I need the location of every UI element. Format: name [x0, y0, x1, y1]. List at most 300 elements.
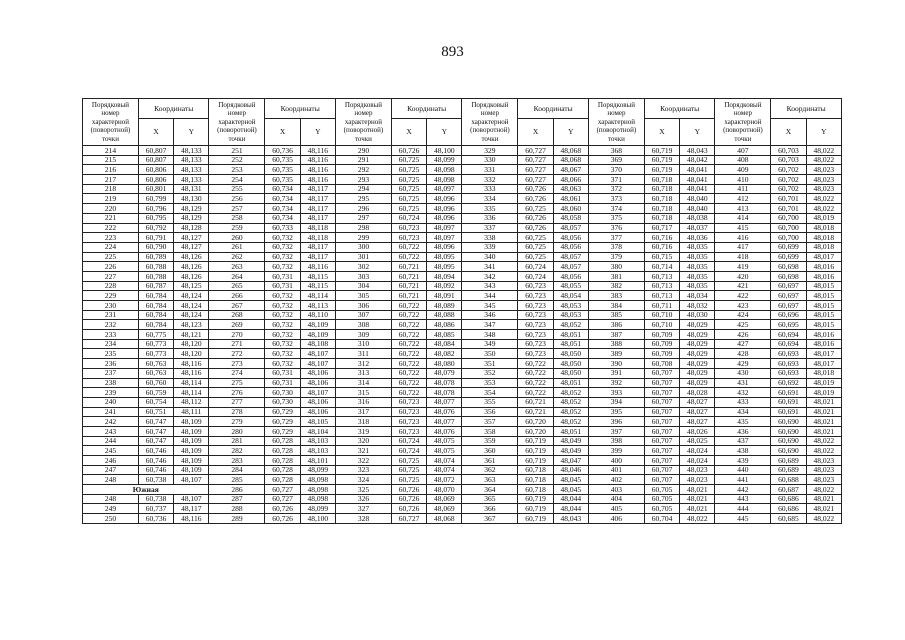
coord-x: 60,723: [518, 301, 553, 311]
header-x: X: [644, 119, 679, 146]
coord-x: 60,731: [265, 368, 300, 378]
point-number: 237: [83, 368, 139, 378]
coord-y: 48,099: [300, 504, 335, 514]
coord-y: 48,022: [806, 446, 841, 456]
point-number: 309: [335, 330, 391, 340]
coord-y: 48,021: [680, 485, 715, 495]
coord-y: 48,056: [553, 271, 588, 281]
point-number: 390: [588, 359, 644, 369]
point-number: 424: [715, 310, 771, 320]
point-number: 317: [335, 407, 391, 417]
table-row: [83, 388, 842, 398]
coord-y: 48,096: [427, 194, 462, 204]
coord-y: 48,124: [174, 291, 209, 301]
point-number: 434: [715, 407, 771, 417]
coord-x: 60,729: [265, 407, 300, 417]
coord-y: 48,128: [174, 223, 209, 233]
coord-y: 48,018: [806, 233, 841, 243]
coord-y: 48,097: [427, 233, 462, 243]
point-number: 336: [462, 213, 518, 223]
header-coordinates: Координаты: [771, 99, 842, 119]
coord-x: 60,707: [644, 388, 679, 398]
point-number: 308: [335, 320, 391, 330]
coord-y: 48,114: [174, 388, 209, 398]
coord-y: 48,029: [680, 359, 715, 369]
coord-y: 48,116: [174, 368, 209, 378]
point-number: 276: [209, 388, 265, 398]
coord-x: 60,721: [391, 271, 426, 281]
point-number: 242: [83, 417, 139, 427]
coord-y: 48,118: [300, 233, 335, 243]
coord-x: 60,700: [771, 213, 806, 223]
coord-x: 60,724: [391, 436, 426, 446]
coord-y: 48,069: [427, 504, 462, 514]
coord-y: 48,040: [680, 204, 715, 214]
point-number: 319: [335, 426, 391, 436]
coord-y: 48,107: [300, 349, 335, 359]
coord-y: 48,097: [427, 184, 462, 194]
coord-y: 48,133: [174, 175, 209, 185]
point-number: 363: [462, 475, 518, 485]
coord-y: 48,015: [806, 281, 841, 291]
coord-y: 48,133: [174, 146, 209, 156]
point-number: 377: [588, 233, 644, 243]
coord-y: 48,022: [806, 514, 841, 524]
point-number: 249: [83, 504, 139, 514]
point-number: 307: [335, 310, 391, 320]
point-number: 226: [83, 262, 139, 272]
coord-y: 48,107: [174, 494, 209, 504]
coord-x: 60,732: [265, 262, 300, 272]
coord-x: 60,729: [265, 426, 300, 436]
coord-y: 48,109: [174, 417, 209, 427]
point-number: 432: [715, 388, 771, 398]
coord-x: 60,692: [771, 378, 806, 388]
coord-x: 60,705: [644, 485, 679, 495]
coord-y: 48,041: [680, 165, 715, 175]
coord-y: 48,088: [427, 310, 462, 320]
point-number: 421: [715, 281, 771, 291]
point-number: 314: [335, 378, 391, 388]
coord-y: 48,017: [806, 252, 841, 262]
point-number: 231: [83, 310, 139, 320]
coord-x: 60,726: [265, 514, 300, 524]
coord-y: 48,106: [300, 368, 335, 378]
coord-x: 60,735: [265, 165, 300, 175]
coord-x: 60,703: [771, 155, 806, 165]
coord-x: 60,688: [771, 475, 806, 485]
point-number: 281: [209, 436, 265, 446]
coord-x: 60,718: [518, 465, 553, 475]
coord-y: 48,131: [174, 184, 209, 194]
coord-y: 48,047: [553, 456, 588, 466]
coord-x: 60,759: [138, 388, 173, 398]
coord-y: 48,121: [174, 330, 209, 340]
coord-x: 60,714: [644, 262, 679, 272]
coord-y: 48,016: [806, 262, 841, 272]
point-number: 402: [588, 475, 644, 485]
coord-y: 48,133: [174, 155, 209, 165]
coord-y: 48,100: [427, 146, 462, 156]
point-number: 279: [209, 417, 265, 427]
coord-y: 48,051: [553, 378, 588, 388]
coord-y: 48,022: [806, 204, 841, 214]
point-number: 328: [335, 514, 391, 524]
point-number: 278: [209, 407, 265, 417]
coord-y: 48,021: [680, 494, 715, 504]
coord-x: 60,726: [518, 184, 553, 194]
point-number: 267: [209, 301, 265, 311]
coord-x: 60,806: [138, 165, 173, 175]
point-number: 391: [588, 368, 644, 378]
coord-x: 60,790: [138, 242, 173, 252]
table-row: [83, 349, 842, 359]
coord-y: 48,022: [806, 485, 841, 495]
coord-x: 60,704: [644, 514, 679, 524]
coord-y: 48,098: [300, 475, 335, 485]
coord-y: 48,052: [553, 417, 588, 427]
header-x: X: [391, 119, 426, 146]
coord-y: 48,040: [680, 194, 715, 204]
point-number: 260: [209, 233, 265, 243]
coord-y: 48,021: [806, 494, 841, 504]
point-number: 323: [335, 465, 391, 475]
point-number: 375: [588, 213, 644, 223]
point-number: 273: [209, 359, 265, 369]
coord-x: 60,784: [138, 301, 173, 311]
coord-x: 60,728: [265, 475, 300, 485]
coord-y: 48,117: [300, 213, 335, 223]
coord-x: 60,719: [518, 494, 553, 504]
point-number: 337: [462, 223, 518, 233]
coord-y: 48,078: [427, 378, 462, 388]
point-number: 285: [209, 475, 265, 485]
coord-x: 60,718: [644, 213, 679, 223]
point-number: 266: [209, 291, 265, 301]
coord-y: 48,107: [300, 359, 335, 369]
point-number: 373: [588, 194, 644, 204]
coord-y: 48,095: [427, 252, 462, 262]
point-number: 334: [462, 194, 518, 204]
coord-y: 48,114: [174, 378, 209, 388]
coord-x: 60,723: [518, 320, 553, 330]
coord-y: 48,117: [300, 252, 335, 262]
coord-y: 48,042: [680, 155, 715, 165]
coord-x: 60,697: [771, 281, 806, 291]
coord-y: 48,049: [553, 436, 588, 446]
coord-x: 60,719: [644, 165, 679, 175]
coord-y: 48,056: [553, 242, 588, 252]
coord-x: 60,730: [265, 397, 300, 407]
point-number: 230: [83, 301, 139, 311]
coord-x: 60,792: [138, 223, 173, 233]
point-number: 335: [462, 204, 518, 214]
point-number: 413: [715, 204, 771, 214]
point-number: 284: [209, 465, 265, 475]
coord-x: 60,728: [265, 446, 300, 456]
coord-y: 48,074: [427, 465, 462, 475]
point-number: 422: [715, 291, 771, 301]
point-number: 445: [715, 514, 771, 524]
coord-y: 48,074: [427, 456, 462, 466]
point-number: 359: [462, 436, 518, 446]
coord-x: 60,723: [518, 330, 553, 340]
coord-y: 48,050: [553, 349, 588, 359]
coord-y: 48,055: [553, 281, 588, 291]
coord-x: 60,747: [138, 436, 173, 446]
coord-x: 60,709: [644, 339, 679, 349]
coord-y: 48,035: [680, 242, 715, 252]
point-number: 415: [715, 223, 771, 233]
table-row: [83, 301, 842, 311]
point-number: 251: [209, 146, 265, 156]
coord-x: 60,727: [518, 155, 553, 165]
coord-y: 48,035: [680, 281, 715, 291]
point-number: 438: [715, 446, 771, 456]
point-number: 229: [83, 291, 139, 301]
coord-y: 48,129: [174, 213, 209, 223]
point-number: 437: [715, 436, 771, 446]
coord-x: 60,719: [644, 155, 679, 165]
point-number: 418: [715, 252, 771, 262]
coord-x: 60,707: [644, 456, 679, 466]
coord-x: 60,701: [771, 194, 806, 204]
point-number: 332: [462, 175, 518, 185]
table-row: [83, 155, 842, 165]
coord-x: 60,806: [138, 175, 173, 185]
coord-y: 48,109: [300, 320, 335, 330]
coord-y: 48,026: [680, 426, 715, 436]
coord-x: 60,723: [391, 426, 426, 436]
point-number: 341: [462, 262, 518, 272]
point-number: 264: [209, 271, 265, 281]
point-number: 227: [83, 271, 139, 281]
point-number: 386: [588, 320, 644, 330]
coord-y: 48,076: [427, 426, 462, 436]
coord-x: 60,707: [644, 436, 679, 446]
coord-y: 48,038: [680, 213, 715, 223]
coord-y: 48,092: [427, 281, 462, 291]
coord-x: 60,722: [518, 388, 553, 398]
coord-y: 48,098: [300, 485, 335, 495]
point-number: 253: [209, 165, 265, 175]
coord-x: 60,747: [138, 417, 173, 427]
table-row: [83, 436, 842, 446]
table-row: [83, 514, 842, 524]
coord-y: 48,049: [553, 446, 588, 456]
coord-x: 60,724: [518, 262, 553, 272]
point-number: 385: [588, 310, 644, 320]
coord-x: 60,722: [518, 359, 553, 369]
point-number: 300: [335, 242, 391, 252]
coord-x: 60,773: [138, 339, 173, 349]
coord-y: 48,028: [680, 388, 715, 398]
table-row: [83, 271, 842, 281]
coord-y: 48,107: [300, 388, 335, 398]
point-number: 310: [335, 339, 391, 349]
coord-y: 48,109: [174, 465, 209, 475]
coord-x: 60,719: [518, 446, 553, 456]
coord-y: 48,075: [427, 446, 462, 456]
coord-x: 60,707: [644, 426, 679, 436]
coord-x: 60,726: [518, 213, 553, 223]
coord-y: 48,116: [300, 175, 335, 185]
coord-y: 48,117: [300, 194, 335, 204]
coord-x: 60,734: [265, 184, 300, 194]
table-row: [83, 310, 842, 320]
coord-y: 48,104: [300, 426, 335, 436]
point-number: 406: [588, 514, 644, 524]
coord-x: 60,707: [644, 446, 679, 456]
table-row: [83, 252, 842, 262]
point-number: 409: [715, 165, 771, 175]
coord-x: 60,691: [771, 407, 806, 417]
coord-y: 48,051: [553, 426, 588, 436]
coord-y: 48,109: [174, 426, 209, 436]
coord-x: 60,723: [391, 397, 426, 407]
coord-x: 60,719: [518, 504, 553, 514]
coord-y: 48,035: [680, 252, 715, 262]
coord-x: 60,723: [518, 310, 553, 320]
point-number: 247: [83, 465, 139, 475]
point-number: 305: [335, 291, 391, 301]
coord-x: 60,702: [771, 165, 806, 175]
coord-x: 60,719: [518, 436, 553, 446]
coord-y: 48,109: [174, 446, 209, 456]
coord-y: 48,103: [300, 446, 335, 456]
coord-y: 48,096: [427, 213, 462, 223]
coord-x: 60,807: [138, 155, 173, 165]
coord-y: 48,023: [680, 465, 715, 475]
point-number: 282: [209, 446, 265, 456]
coord-x: 60,725: [391, 475, 426, 485]
coord-x: 60,725: [518, 204, 553, 214]
point-number: 419: [715, 262, 771, 272]
coord-y: 48,052: [553, 388, 588, 398]
point-number: 283: [209, 456, 265, 466]
point-number: 411: [715, 184, 771, 194]
coord-x: 60,726: [518, 194, 553, 204]
coord-x: 60,719: [518, 456, 553, 466]
coord-y: 48,067: [553, 165, 588, 175]
coord-y: 48,058: [553, 213, 588, 223]
coord-x: 60,722: [391, 301, 426, 311]
coord-x: 60,722: [391, 388, 426, 398]
point-number: 393: [588, 388, 644, 398]
point-number: 358: [462, 426, 518, 436]
point-number: 444: [715, 504, 771, 514]
coord-x: 60,690: [771, 417, 806, 427]
header-x: X: [138, 119, 173, 146]
coord-y: 48,091: [427, 291, 462, 301]
coord-x: 60,722: [391, 359, 426, 369]
coord-y: 48,110: [300, 310, 335, 320]
coord-x: 60,695: [771, 320, 806, 330]
point-number: 312: [335, 359, 391, 369]
point-number: 280: [209, 426, 265, 436]
coord-y: 48,036: [680, 233, 715, 243]
point-number: 301: [335, 252, 391, 262]
point-number: 416: [715, 233, 771, 243]
coord-y: 48,127: [174, 242, 209, 252]
point-number: 333: [462, 184, 518, 194]
coord-x: 60,722: [391, 320, 426, 330]
coord-x: 60,722: [391, 242, 426, 252]
point-number: 286: [209, 485, 265, 495]
coord-x: 60,707: [644, 397, 679, 407]
point-number: 352: [462, 368, 518, 378]
coord-x: 60,690: [771, 446, 806, 456]
point-number: 270: [209, 330, 265, 340]
coord-x: 60,727: [518, 165, 553, 175]
coord-x: 60,735: [265, 155, 300, 165]
coord-y: 48,043: [680, 146, 715, 156]
coord-x: 60,722: [391, 330, 426, 340]
coord-x: 60,725: [391, 155, 426, 165]
coord-x: 60,725: [518, 252, 553, 262]
point-number: 349: [462, 339, 518, 349]
coord-x: 60,699: [771, 252, 806, 262]
table-row: [83, 426, 842, 436]
point-number: 327: [335, 504, 391, 514]
coord-y: 48,120: [174, 339, 209, 349]
coord-y: 48,044: [553, 494, 588, 504]
coord-x: 60,728: [265, 456, 300, 466]
table-row: [83, 339, 842, 349]
coord-y: 48,096: [427, 204, 462, 214]
coord-x: 60,718: [644, 194, 679, 204]
point-number: 433: [715, 397, 771, 407]
point-number: 329: [462, 146, 518, 156]
coord-x: 60,788: [138, 271, 173, 281]
point-number: 417: [715, 242, 771, 252]
point-number: 225: [83, 252, 139, 262]
coord-y: 48,019: [806, 213, 841, 223]
point-number: 343: [462, 281, 518, 291]
header-y: Y: [174, 119, 209, 146]
coord-y: 48,077: [427, 397, 462, 407]
coord-x: 60,737: [138, 504, 173, 514]
point-number: 235: [83, 349, 139, 359]
point-number: 219: [83, 194, 139, 204]
coord-x: 60,718: [644, 184, 679, 194]
coord-x: 60,727: [265, 494, 300, 504]
coord-x: 60,709: [644, 330, 679, 340]
coord-x: 60,733: [265, 223, 300, 233]
coord-y: 48,124: [174, 310, 209, 320]
coord-x: 60,718: [518, 485, 553, 495]
coord-x: 60,718: [644, 175, 679, 185]
point-number: 384: [588, 301, 644, 311]
coord-y: 48,029: [680, 320, 715, 330]
coord-x: 60,716: [644, 242, 679, 252]
point-number: 221: [83, 213, 139, 223]
coord-y: 48,068: [553, 155, 588, 165]
coord-x: 60,707: [644, 368, 679, 378]
coord-x: 60,726: [391, 146, 426, 156]
coord-y: 48,116: [300, 165, 335, 175]
coord-y: 48,018: [806, 368, 841, 378]
coord-x: 60,694: [771, 330, 806, 340]
coord-x: 60,698: [771, 271, 806, 281]
coord-y: 48,029: [680, 368, 715, 378]
coord-y: 48,097: [427, 223, 462, 233]
point-number: 268: [209, 310, 265, 320]
point-number: 321: [335, 446, 391, 456]
coord-x: 60,719: [518, 514, 553, 524]
point-number: 233: [83, 330, 139, 340]
coord-y: 48,021: [806, 417, 841, 427]
